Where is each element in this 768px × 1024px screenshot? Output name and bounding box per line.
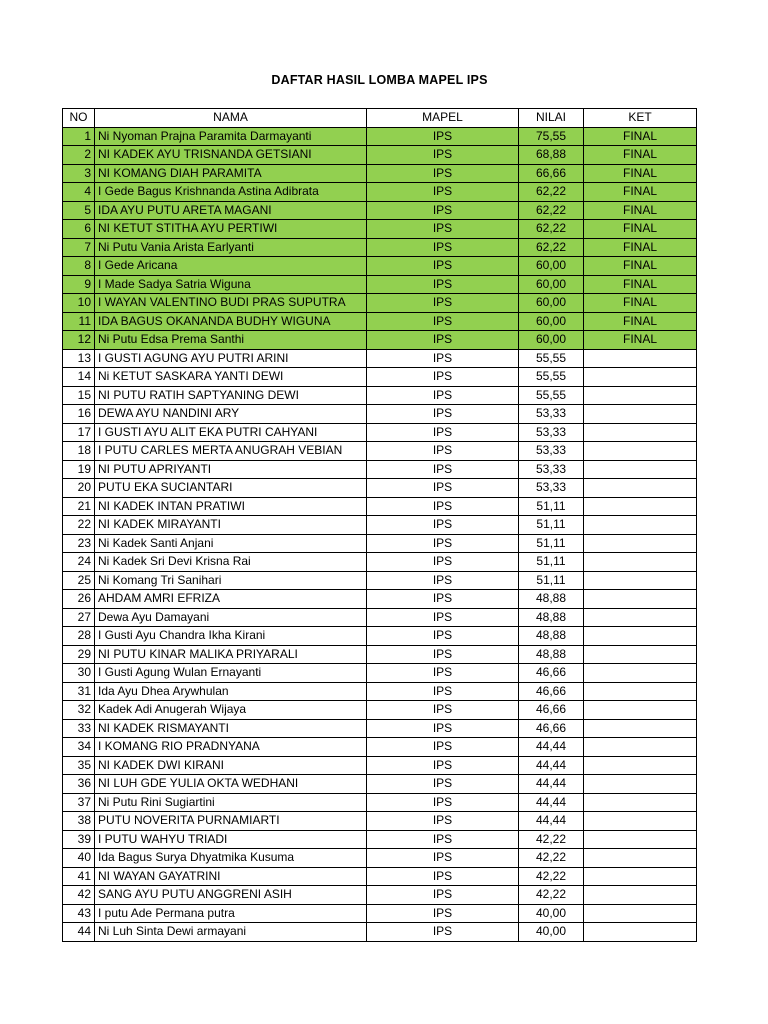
table-row: [63, 756, 697, 775]
cell-nama: I GUSTI AYU ALIT EKA PUTRI CAHYANI: [95, 423, 367, 442]
cell-nama: NI KADEK INTAN PRATIWI: [95, 497, 367, 516]
cell-mapel: IPS: [367, 201, 519, 220]
cell-nama: SANG AYU PUTU ANGGRENI ASIH: [95, 886, 367, 905]
table-row: [63, 645, 697, 664]
cell-mapel: IPS: [367, 738, 519, 757]
cell-ket: [584, 775, 697, 794]
cell-nilai: 55,55: [519, 386, 584, 405]
cell-nilai: 68,88: [519, 146, 584, 165]
cell-ket: [584, 349, 697, 368]
table-row: [63, 423, 697, 442]
cell-nama: I PUTU CARLES MERTA ANUGRAH VEBIAN: [95, 442, 367, 461]
cell-ket: FINAL: [584, 257, 697, 276]
cell-no: 34: [63, 738, 95, 757]
cell-nama: NI KADEK RISMAYANTI: [95, 719, 367, 738]
cell-nama: NI KADEK MIRAYANTI: [95, 516, 367, 535]
cell-mapel: IPS: [367, 664, 519, 683]
cell-mapel: IPS: [367, 812, 519, 831]
cell-no: 22: [63, 516, 95, 535]
table-row: [63, 331, 697, 350]
table-row: [63, 479, 697, 498]
cell-nama: NI PUTU RATIH SAPTYANING DEWI: [95, 386, 367, 405]
cell-nilai: 60,00: [519, 294, 584, 313]
cell-no: 13: [63, 349, 95, 368]
table-header-row: [63, 109, 697, 128]
cell-ket: FINAL: [584, 312, 697, 331]
table-row: [63, 220, 697, 239]
cell-nama: Ida Bagus Surya Dhyatmika Kusuma: [95, 849, 367, 868]
cell-nama: Kadek Adi Anugerah Wijaya: [95, 701, 367, 720]
header-mapel: MAPEL: [367, 109, 519, 128]
cell-ket: [584, 738, 697, 757]
cell-nilai: 44,44: [519, 812, 584, 831]
cell-ket: [584, 386, 697, 405]
cell-ket: FINAL: [584, 275, 697, 294]
cell-mapel: IPS: [367, 645, 519, 664]
cell-mapel: IPS: [367, 830, 519, 849]
cell-nilai: 48,88: [519, 590, 584, 609]
cell-mapel: IPS: [367, 534, 519, 553]
cell-no: 21: [63, 497, 95, 516]
cell-ket: [584, 756, 697, 775]
cell-nama: I WAYAN VALENTINO BUDI PRAS SUPUTRA: [95, 294, 367, 313]
cell-mapel: IPS: [367, 886, 519, 905]
table-row: [63, 886, 697, 905]
cell-mapel: IPS: [367, 608, 519, 627]
cell-nama: NI LUH GDE YULIA OKTA WEDHANI: [95, 775, 367, 794]
cell-no: 26: [63, 590, 95, 609]
table-row: [63, 201, 697, 220]
cell-no: 6: [63, 220, 95, 239]
header-nama: NAMA: [95, 109, 367, 128]
cell-mapel: IPS: [367, 127, 519, 146]
cell-mapel: IPS: [367, 719, 519, 738]
cell-no: 25: [63, 571, 95, 590]
cell-no: 30: [63, 664, 95, 683]
cell-nama: PUTU NOVERITA PURNAMIARTI: [95, 812, 367, 831]
cell-mapel: IPS: [367, 442, 519, 461]
cell-nama: NI WAYAN GAYATRINI: [95, 867, 367, 886]
cell-nilai: 44,44: [519, 756, 584, 775]
table-row: [63, 442, 697, 461]
cell-no: 40: [63, 849, 95, 868]
cell-nama: I Gede Bagus Krishnanda Astina Adibrata: [95, 183, 367, 202]
table-row: [63, 183, 697, 202]
cell-no: 14: [63, 368, 95, 387]
table-row: [63, 312, 697, 331]
cell-nilai: 40,00: [519, 923, 584, 942]
table-row: [63, 460, 697, 479]
cell-no: 24: [63, 553, 95, 572]
cell-nilai: 51,11: [519, 571, 584, 590]
cell-mapel: IPS: [367, 682, 519, 701]
cell-no: 4: [63, 183, 95, 202]
cell-ket: FINAL: [584, 331, 697, 350]
cell-ket: [584, 590, 697, 609]
cell-mapel: IPS: [367, 312, 519, 331]
cell-nama: I Gusti Ayu Chandra Ikha Kirani: [95, 627, 367, 646]
cell-nama: Ni Nyoman Prajna Paramita Darmayanti: [95, 127, 367, 146]
cell-ket: FINAL: [584, 127, 697, 146]
cell-no: 1: [63, 127, 95, 146]
table-row: [63, 849, 697, 868]
cell-nama: Dewa Ayu Damayani: [95, 608, 367, 627]
table-row: [63, 294, 697, 313]
cell-mapel: IPS: [367, 423, 519, 442]
cell-no: 33: [63, 719, 95, 738]
table-row: [63, 571, 697, 590]
cell-mapel: IPS: [367, 331, 519, 350]
cell-nama: Ida Ayu Dhea Arywhulan: [95, 682, 367, 701]
cell-no: 23: [63, 534, 95, 553]
table-row: [63, 775, 697, 794]
cell-no: 29: [63, 645, 95, 664]
cell-ket: [584, 830, 697, 849]
cell-nilai: 48,88: [519, 627, 584, 646]
cell-mapel: IPS: [367, 405, 519, 424]
cell-ket: [584, 812, 697, 831]
table-row: [63, 257, 697, 276]
table-row: [63, 904, 697, 923]
cell-nama: IDA AYU PUTU ARETA MAGANI: [95, 201, 367, 220]
cell-nilai: 55,55: [519, 349, 584, 368]
cell-nilai: 46,66: [519, 719, 584, 738]
table-row: [63, 701, 697, 720]
table-body: [63, 127, 697, 941]
cell-ket: [584, 608, 697, 627]
cell-nama: I Gusti Agung Wulan Ernayanti: [95, 664, 367, 683]
cell-mapel: IPS: [367, 479, 519, 498]
cell-nama: DEWA AYU NANDINI ARY: [95, 405, 367, 424]
cell-ket: [584, 405, 697, 424]
cell-mapel: IPS: [367, 349, 519, 368]
table-row: [63, 405, 697, 424]
cell-ket: [584, 645, 697, 664]
cell-mapel: IPS: [367, 793, 519, 812]
cell-nilai: 44,44: [519, 775, 584, 794]
table-row: [63, 627, 697, 646]
cell-ket: [584, 664, 697, 683]
cell-no: 42: [63, 886, 95, 905]
table-row: [63, 719, 697, 738]
cell-nama: IDA BAGUS OKANANDA BUDHY WIGUNA: [95, 312, 367, 331]
cell-mapel: IPS: [367, 275, 519, 294]
cell-no: 27: [63, 608, 95, 627]
table-row: [63, 553, 697, 572]
table-row: [63, 830, 697, 849]
cell-mapel: IPS: [367, 164, 519, 183]
cell-nilai: 60,00: [519, 312, 584, 331]
cell-nilai: 60,00: [519, 331, 584, 350]
cell-ket: FINAL: [584, 220, 697, 239]
cell-no: 2: [63, 146, 95, 165]
cell-nilai: 42,22: [519, 830, 584, 849]
table-row: [63, 793, 697, 812]
cell-no: 37: [63, 793, 95, 812]
cell-no: 15: [63, 386, 95, 405]
cell-nilai: 53,33: [519, 423, 584, 442]
cell-mapel: IPS: [367, 904, 519, 923]
cell-ket: FINAL: [584, 238, 697, 257]
cell-nilai: 55,55: [519, 368, 584, 387]
table-row: [63, 664, 697, 683]
cell-no: 28: [63, 627, 95, 646]
cell-nilai: 53,33: [519, 460, 584, 479]
cell-ket: [584, 719, 697, 738]
cell-nama: NI KOMANG DIAH PARAMITA: [95, 164, 367, 183]
cell-mapel: IPS: [367, 923, 519, 942]
cell-nama: I Gede Aricana: [95, 257, 367, 276]
cell-no: 16: [63, 405, 95, 424]
cell-mapel: IPS: [367, 590, 519, 609]
cell-nilai: 51,11: [519, 553, 584, 572]
cell-nama: NI PUTU APRIYANTI: [95, 460, 367, 479]
cell-nilai: 44,44: [519, 793, 584, 812]
cell-no: 18: [63, 442, 95, 461]
cell-no: 9: [63, 275, 95, 294]
cell-ket: FINAL: [584, 146, 697, 165]
cell-mapel: IPS: [367, 571, 519, 590]
cell-no: 44: [63, 923, 95, 942]
cell-no: 32: [63, 701, 95, 720]
cell-no: 5: [63, 201, 95, 220]
cell-ket: [584, 423, 697, 442]
cell-nilai: 48,88: [519, 645, 584, 664]
cell-nama: I Made Sadya Satria Wiguna: [95, 275, 367, 294]
table-row: [63, 238, 697, 257]
cell-nama: NI KETUT STITHA AYU PERTIWI: [95, 220, 367, 239]
cell-no: 11: [63, 312, 95, 331]
table-row: [63, 738, 697, 757]
cell-ket: [584, 460, 697, 479]
cell-mapel: IPS: [367, 220, 519, 239]
cell-no: 17: [63, 423, 95, 442]
cell-ket: [584, 886, 697, 905]
cell-nilai: 51,11: [519, 534, 584, 553]
cell-ket: [584, 571, 697, 590]
cell-no: 8: [63, 257, 95, 276]
cell-no: 19: [63, 460, 95, 479]
cell-mapel: IPS: [367, 497, 519, 516]
cell-ket: [584, 682, 697, 701]
cell-ket: FINAL: [584, 164, 697, 183]
header-nilai: NILAI: [519, 109, 584, 128]
cell-nilai: 60,00: [519, 275, 584, 294]
cell-no: 3: [63, 164, 95, 183]
cell-ket: [584, 497, 697, 516]
cell-mapel: IPS: [367, 294, 519, 313]
cell-ket: FINAL: [584, 201, 697, 220]
cell-no: 39: [63, 830, 95, 849]
cell-mapel: IPS: [367, 516, 519, 535]
cell-ket: [584, 793, 697, 812]
table-row: [63, 867, 697, 886]
cell-nama: Ni Putu Vania Arista Earlyanti: [95, 238, 367, 257]
table-row: [63, 368, 697, 387]
cell-nilai: 46,66: [519, 701, 584, 720]
cell-nama: Ni Kadek Santi Anjani: [95, 534, 367, 553]
cell-no: 12: [63, 331, 95, 350]
cell-ket: [584, 553, 697, 572]
results-table: [62, 108, 697, 942]
cell-ket: [584, 627, 697, 646]
cell-nilai: 51,11: [519, 516, 584, 535]
cell-mapel: IPS: [367, 553, 519, 572]
cell-nilai: 48,88: [519, 608, 584, 627]
cell-nama: Ni Kadek Sri Devi Krisna Rai: [95, 553, 367, 572]
cell-ket: [584, 516, 697, 535]
cell-nama: AHDAM AMRI EFRIZA: [95, 590, 367, 609]
cell-mapel: IPS: [367, 460, 519, 479]
cell-nama: I PUTU WAHYU TRIADI: [95, 830, 367, 849]
table-row: [63, 497, 697, 516]
cell-nama: NI KADEK AYU TRISNANDA GETSIANI: [95, 146, 367, 165]
table-row: [63, 682, 697, 701]
cell-mapel: IPS: [367, 183, 519, 202]
cell-nama: NI KADEK DWI KIRANI: [95, 756, 367, 775]
table-row: [63, 146, 697, 165]
cell-nilai: 46,66: [519, 682, 584, 701]
table-row: [63, 608, 697, 627]
cell-nama: Ni Putu Edsa Prema Santhi: [95, 331, 367, 350]
cell-mapel: IPS: [367, 701, 519, 720]
cell-no: 31: [63, 682, 95, 701]
cell-no: 10: [63, 294, 95, 313]
header-ket: KET: [584, 109, 697, 128]
cell-ket: [584, 923, 697, 942]
cell-mapel: IPS: [367, 849, 519, 868]
cell-ket: FINAL: [584, 294, 697, 313]
cell-nilai: 62,22: [519, 238, 584, 257]
cell-nilai: 75,55: [519, 127, 584, 146]
cell-nama: PUTU EKA SUCIANTARI: [95, 479, 367, 498]
header-no: NO: [63, 109, 95, 128]
table-row: [63, 386, 697, 405]
cell-ket: [584, 867, 697, 886]
cell-mapel: IPS: [367, 146, 519, 165]
cell-nilai: 44,44: [519, 738, 584, 757]
cell-nama: Ni Putu Rini Sugiartini: [95, 793, 367, 812]
cell-mapel: IPS: [367, 368, 519, 387]
cell-no: 7: [63, 238, 95, 257]
cell-no: 43: [63, 904, 95, 923]
cell-nilai: 51,11: [519, 497, 584, 516]
cell-ket: [584, 442, 697, 461]
cell-ket: [584, 701, 697, 720]
cell-ket: [584, 368, 697, 387]
cell-nilai: 46,66: [519, 664, 584, 683]
cell-nama: Ni KETUT SASKARA YANTI DEWI: [95, 368, 367, 387]
table-row: [63, 516, 697, 535]
cell-nilai: 42,22: [519, 886, 584, 905]
cell-ket: [584, 849, 697, 868]
cell-mapel: IPS: [367, 238, 519, 257]
cell-nilai: 62,22: [519, 201, 584, 220]
cell-nilai: 42,22: [519, 849, 584, 868]
cell-no: 20: [63, 479, 95, 498]
cell-nama: I putu Ade Permana putra: [95, 904, 367, 923]
cell-ket: [584, 904, 697, 923]
cell-mapel: IPS: [367, 756, 519, 775]
cell-ket: [584, 479, 697, 498]
cell-ket: [584, 534, 697, 553]
cell-mapel: IPS: [367, 775, 519, 794]
cell-no: 41: [63, 867, 95, 886]
table-row: [63, 349, 697, 368]
cell-nilai: 62,22: [519, 220, 584, 239]
cell-no: 38: [63, 812, 95, 831]
cell-ket: FINAL: [584, 183, 697, 202]
cell-nama: I GUSTI AGUNG AYU PUTRI ARINI: [95, 349, 367, 368]
cell-nilai: 53,33: [519, 442, 584, 461]
table-row: [63, 812, 697, 831]
page-title: DAFTAR HASIL LOMBA MAPEL IPS: [271, 73, 488, 87]
cell-nama: I KOMANG RIO PRADNYANA: [95, 738, 367, 757]
cell-no: 35: [63, 756, 95, 775]
cell-mapel: IPS: [367, 627, 519, 646]
cell-nilai: 53,33: [519, 479, 584, 498]
cell-no: 36: [63, 775, 95, 794]
cell-nilai: 60,00: [519, 257, 584, 276]
table-row: [63, 127, 697, 146]
cell-mapel: IPS: [367, 867, 519, 886]
table-row: [63, 164, 697, 183]
cell-nilai: 53,33: [519, 405, 584, 424]
cell-nilai: 66,66: [519, 164, 584, 183]
cell-nilai: 42,22: [519, 867, 584, 886]
table-row: [63, 590, 697, 609]
cell-mapel: IPS: [367, 257, 519, 276]
cell-nilai: 62,22: [519, 183, 584, 202]
table-row: [63, 534, 697, 553]
cell-mapel: IPS: [367, 386, 519, 405]
cell-nilai: 40,00: [519, 904, 584, 923]
cell-nama: Ni Komang Tri Sanihari: [95, 571, 367, 590]
cell-nama: NI PUTU KINAR MALIKA PRIYARALI: [95, 645, 367, 664]
table-row: [63, 275, 697, 294]
cell-nama: Ni Luh Sinta Dewi armayani: [95, 923, 367, 942]
table-row: [63, 923, 697, 942]
